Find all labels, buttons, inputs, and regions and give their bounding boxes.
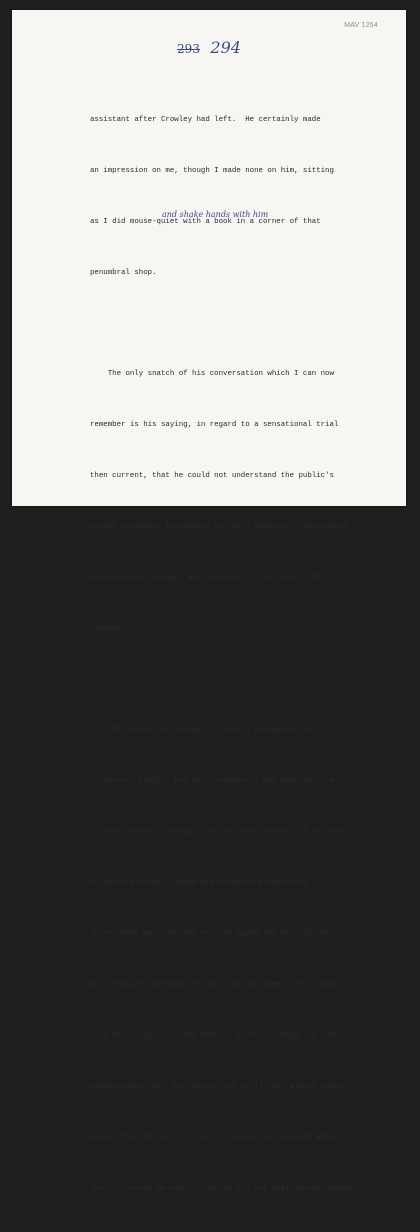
text-line: penumbral shop.: [90, 269, 157, 277]
text-line: in these parts - provide just one more example of the way: [90, 828, 343, 836]
text-line: most ordinary holiday pursuits for his name to be linked: [90, 981, 339, 989]
text-line: then current, that he could not understand the public's: [90, 472, 334, 480]
typed-text: [90, 78, 390, 1232]
text-line: in which minister legend proliferated around this: [90, 879, 308, 887]
text-line: years after his visit. That he cadged and sponged when: [90, 1134, 334, 1142]
text-line: morbid curiosity in wanting to see a murderer. Fastidious: [90, 523, 348, 531]
text-line: short of money we know; that he did not feel himself bound: [90, 1185, 352, 1193]
handwritten-insert: and shake hands with him: [162, 210, 269, 219]
struck-page-number: 293: [177, 42, 200, 56]
text-line: by Cornish people, but by 'foreigners' who have settled: [90, 777, 334, 785]
text-line: remember is his saying, in regard to a sensational trial: [90, 421, 339, 429]
text-line: assistant after Crowley had left. He certainly made: [90, 116, 321, 124]
text-line: remarks.: [90, 625, 126, 633]
manuscript-page: [12, 10, 406, 1193]
text-line: The rumours in Cornwall - mainly propagated not: [90, 726, 317, 734]
page-number: [12, 38, 406, 57]
text-line: The only snatch of his conversation which I can now: [90, 370, 334, 378]
current-page-number: 294: [210, 38, 241, 57]
text-line: distaste and contempt were mingled in the tone of his: [90, 574, 326, 582]
text-line: an impression on me, though I made none on him, sitting: [90, 167, 334, 175]
text-line: indissolubly, for the stories are still rife almost twenty: [90, 1083, 348, 1091]
text-line: unfortunate man. He had only to spend ten days in the: [90, 930, 330, 938]
text-line: with the locality in the darkest hints - linked, it seems,: [90, 1032, 348, 1040]
archive-reference: MAV 1254: [344, 22, 378, 29]
text-line: as I did mouse-quiet with a book in a corner of that: [90, 218, 321, 226]
